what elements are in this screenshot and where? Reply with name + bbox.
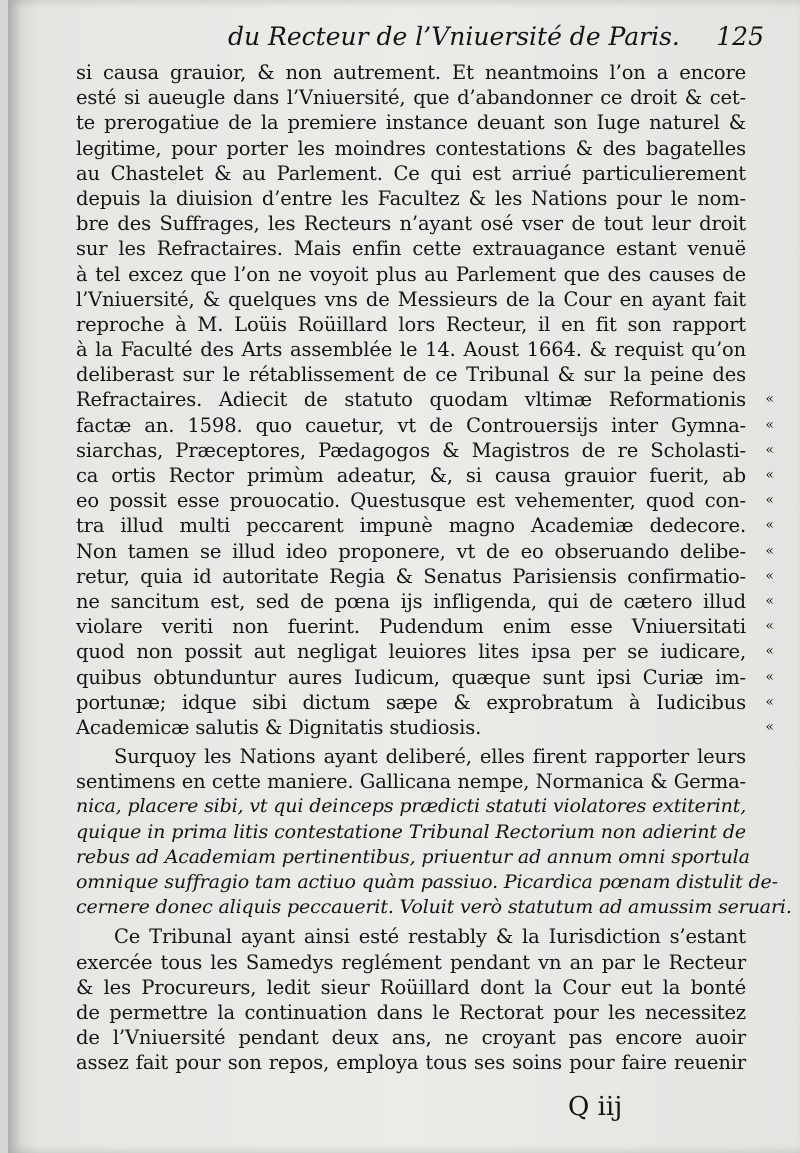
text-line: [76, 463, 774, 488]
marginal-quote-mark: «: [765, 492, 774, 509]
text-line-content: siarchas, Præceptores, Pædagogos & Magistros de re Scholasti-: [76, 438, 746, 462]
text-line-content: quibus obtunduntur aures Iudicum, quæque sunt ipsi Curiæ im-: [76, 665, 746, 689]
text-line-content: quod non possit aut negligat leuiores lites ipsa per se iudicare,: [76, 640, 746, 664]
text-line-content: si causa grauior, & non autrement. Et neantmoins l’on a encore: [76, 61, 746, 84]
text-line-content: reproche à M. Loüis Roüillard lors Recteur, il en fit son rapport: [76, 312, 746, 336]
text-line-content: ca ortis Rector primùm adeatur, &, si causa grauior fuerit, ab: [76, 464, 746, 487]
marginal-quote-mark: «: [765, 391, 774, 408]
marginal-quote-mark: «: [765, 517, 774, 534]
text-line: [76, 1050, 746, 1075]
marginal-quote-mark: «: [765, 467, 774, 483]
text-line-content: omnique suffragio tam actiuo quàm passiuo. Picardica pœnam distulit de-: [76, 871, 778, 893]
marginal-quote-mark: «: [765, 567, 774, 584]
text-line: [76, 387, 774, 412]
text-line: [76, 975, 746, 1000]
text-line: [76, 924, 746, 949]
text-line: [76, 564, 774, 589]
text-line: [76, 362, 746, 387]
text-line: [76, 1000, 746, 1025]
book-page: [8, 0, 800, 1153]
marginal-quote-mark: «: [765, 441, 774, 458]
text-line-content: au Chastelet & au Parlement. Ce qui est arriué particulierement: [76, 161, 746, 185]
text-line-content: cernere donec aliquis peccauerit. Voluit verò statutum ad amussim seruari.: [76, 896, 792, 919]
page-body-text: [76, 60, 792, 1076]
text-line: [76, 744, 746, 769]
text-line-content: violare veriti non fuerint. Pudendum enim esse Vniuersitati: [76, 615, 746, 639]
text-line: [76, 794, 746, 819]
text-line: [76, 589, 774, 614]
text-line: [76, 769, 746, 794]
text-line: [76, 845, 750, 870]
text-line-content: de permettre la continuation dans le Rectorat pour les necessitez: [76, 1000, 746, 1024]
text-line-content: Surquoy les Nations ayant deliberé, elles firent rapporter leurs: [114, 745, 746, 769]
text-line-content: Academicæ salutis & Dignitatis studiosis.: [76, 715, 482, 739]
marginal-quote-mark: «: [765, 643, 774, 660]
text-line-content: sur les Refractaires. Mais enfin cette extrauagance estant venuë: [76, 237, 746, 261]
text-line: [76, 488, 774, 513]
text-line-content: quique in prima litis contestatione Tribunal Rectorium non adierint de: [76, 820, 746, 843]
running-title: du Recteur de l’Vniuersité de Paris.: [228, 22, 680, 51]
text-line: [76, 312, 746, 337]
text-line-content: deliberast sur le rétablissement de ce Tribunal & sur la peine des: [76, 363, 746, 387]
marginal-quote-mark: «: [765, 416, 774, 433]
text-line-content: rebus ad Academiam pertinentibus, priuentur ad annum omni sportula: [76, 845, 750, 868]
text-line-content: bre des Suffrages, les Recteurs n’ayant osé vser de tout leur droit: [76, 212, 746, 236]
text-line-content: exercée tous les Samedys reglément pendant vn an par le Recteur: [76, 950, 746, 974]
text-line-content: tra illud multi peccarent impunè magno Academiæ dedecore.: [76, 514, 746, 538]
text-line: [76, 690, 774, 715]
text-line-content: depuis la diuision d’entre les Facultez & les Nations pour le nom-: [76, 186, 746, 210]
text-line: [76, 1025, 746, 1050]
text-line-content: eo possit esse prouocatio. Questusque est vehementer, quod con-: [76, 489, 746, 513]
marginal-quote-mark: «: [765, 592, 774, 609]
text-line: [76, 438, 774, 463]
text-line-content: ne sancitum est, sed de pœna ijs infligenda, qui de cætero illud: [76, 589, 746, 613]
text-line-content: & les Procureurs, ledit sieur Roüillard dont la Cour eut la bonté: [76, 975, 746, 999]
marginal-quote-mark: «: [765, 668, 774, 685]
text-line-content: factæ an. 1598. quo cauetur, vt de Controuersijs inter Gymna-: [76, 413, 746, 437]
text-line: [76, 950, 746, 975]
page-header: [78, 22, 764, 54]
text-line: [76, 665, 774, 690]
text-line-content: à la Faculté des Arts assemblée le 14. Aoust 1664. & requist qu’on: [76, 338, 746, 362]
text-line-content: nica, placere sibi, vt qui deinceps prædicti statuti violatores extiterint,: [76, 795, 747, 818]
text-line: [76, 110, 746, 135]
page-number: 125: [716, 22, 764, 51]
text-line-content: te prerogatiue de la premiere instance deuant son Iuge naturel &: [76, 111, 746, 135]
text-line: [76, 820, 746, 845]
text-line-content: assez fait pour son repos, employa tous ses soins pour faire reuenir: [76, 1051, 746, 1075]
marginal-quote-mark: «: [765, 693, 774, 710]
text-line-content: à tel excez que l’on ne voyoit plus au Parlement que des causes de: [76, 262, 746, 286]
text-line-content: esté si aueugle dans l’Vniuersité, que d’abandonner ce droit & cet-: [76, 86, 746, 110]
text-line-content: l’Vniuersité, & quelques vns de Messieurs de la Cour en ayant fait: [76, 287, 746, 311]
text-line: [76, 539, 774, 564]
text-line-content: portunæ; idque sibi dictum sæpe & exprobratum à Iudicibus: [76, 690, 746, 714]
text-line: [76, 60, 746, 85]
text-line: [76, 287, 746, 312]
text-line: [76, 614, 774, 639]
text-line: [76, 413, 774, 438]
marginal-quote-mark: «: [765, 718, 774, 735]
signature-mark: Q iij: [568, 1092, 623, 1122]
text-line: [76, 85, 746, 110]
marginal-quote-mark: «: [765, 542, 774, 559]
text-line-content: Non tamen se illud ideo proponere, vt de eo obseruando delibe-: [76, 539, 746, 563]
text-line: [76, 262, 746, 287]
text-line: [76, 236, 746, 261]
text-line: [76, 211, 746, 236]
text-line: [76, 136, 746, 161]
text-line: [76, 161, 746, 186]
text-line: [76, 337, 746, 362]
marginal-quote-mark: «: [765, 618, 774, 635]
text-line-content: sentimens en cette maniere. Gallicana nempe, Normanica & Germa-: [76, 770, 746, 794]
text-line-content: retur, quia id autoritate Regia & Senatus Parisiensis confirmatio-: [76, 564, 746, 588]
text-line: [76, 895, 792, 920]
text-line: [76, 513, 774, 538]
text-line-content: de l’Vniuersité pendant deux ans, ne croyant pas encore auoir: [76, 1026, 746, 1050]
text-line-content: Ce Tribunal ayant ainsi esté restably & la Iurisdiction s’estant: [114, 925, 746, 949]
text-line: [76, 186, 746, 211]
text-line: [76, 715, 774, 740]
text-line-content: Refractaires. Adiecit de statuto quodam vltimæ Reformationis: [76, 388, 746, 412]
text-line: [76, 639, 774, 664]
text-line-content: legitime, pour porter les moindres contestations & des bagatelles: [76, 136, 746, 160]
text-line: [76, 870, 778, 895]
